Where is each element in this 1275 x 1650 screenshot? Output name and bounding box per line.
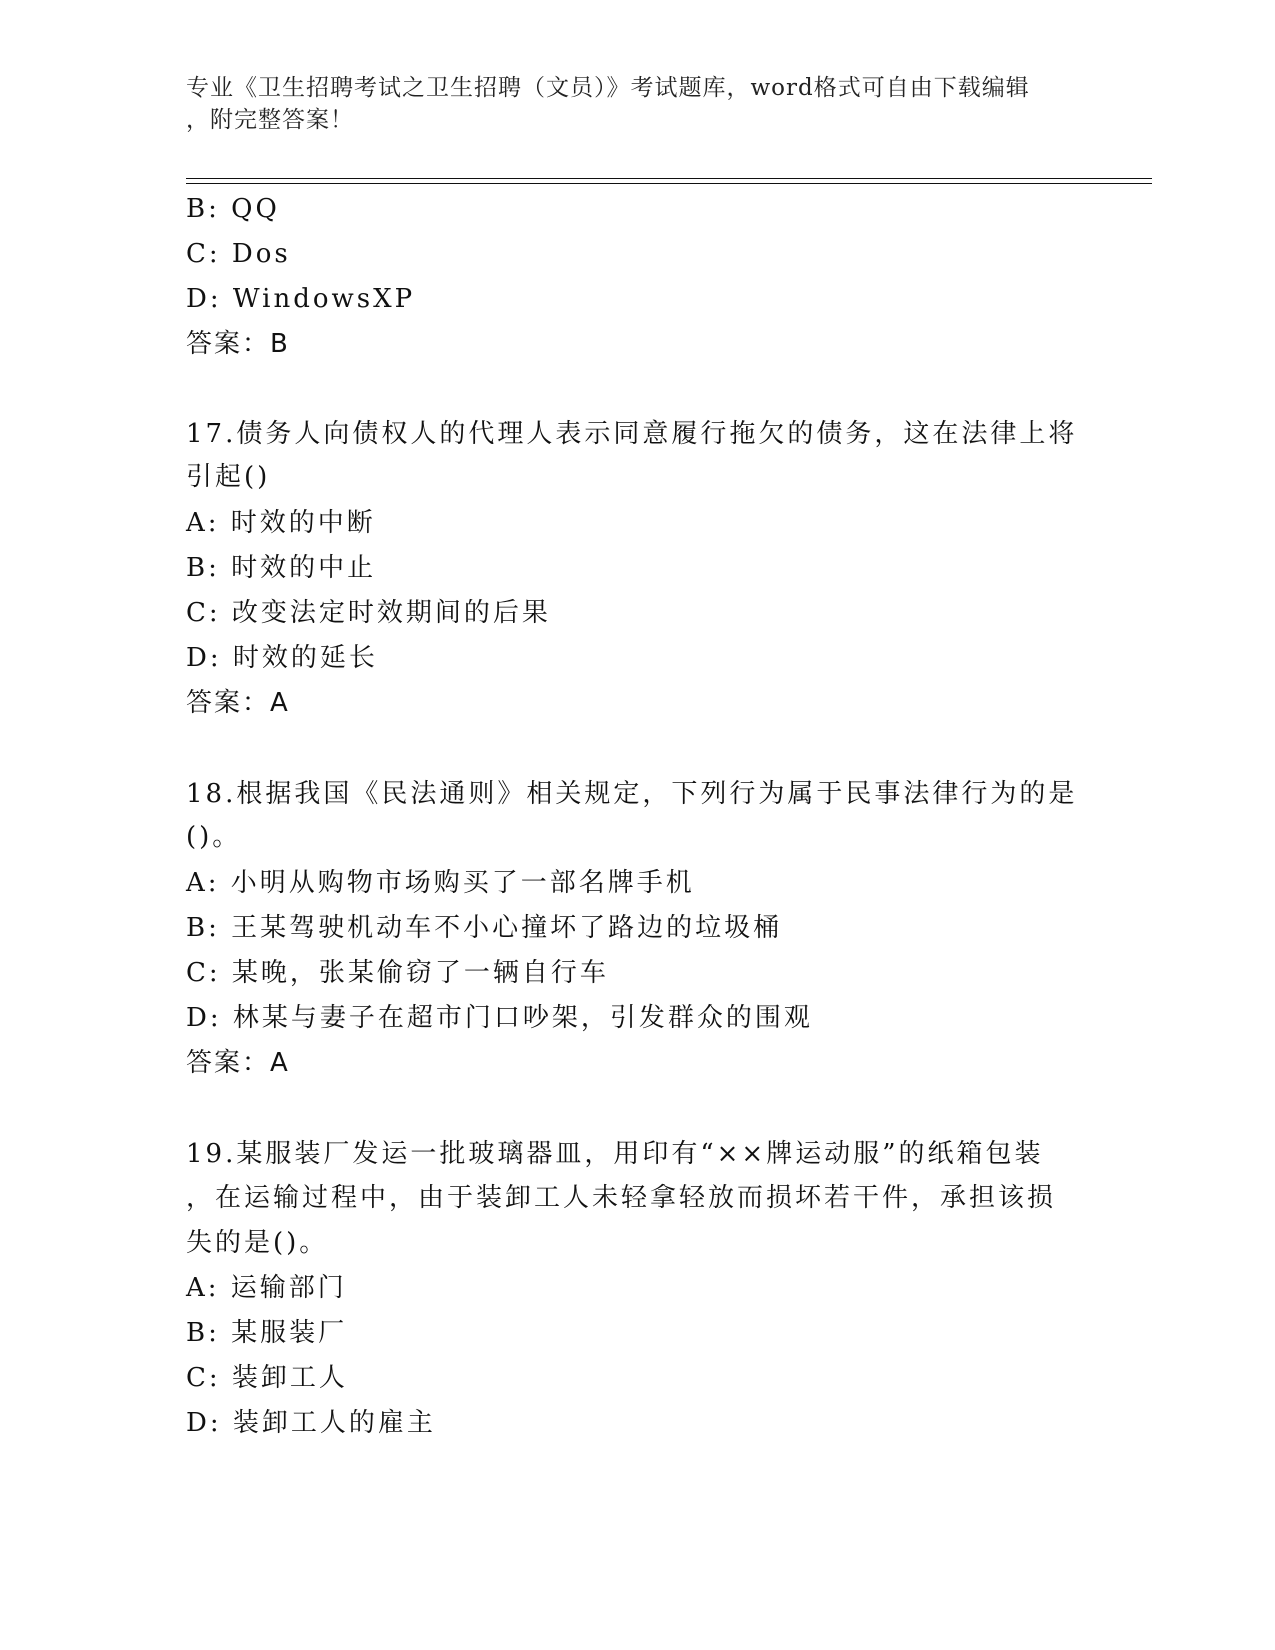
q19-option-c: C: 装卸工人 [186,1363,348,1393]
q19-option-d: D: 装卸工人的雇主 [186,1408,436,1438]
q16-option-b: B: QQ [186,194,280,224]
q17-stem-line-1: 17.债务人向债权人的代理人表示同意履行拖欠的债务，这在法律上将 [186,419,1078,449]
header-line-1: 专业《卫生招聘考试之卫生招聘（文员）》考试题库，word格式可自由下载编辑 [186,75,1030,101]
header-divider-top [186,178,1152,179]
q18-option-d: D: 林某与妻子在超市门口吵架，引发群众的围观 [186,1003,813,1033]
q17-option-a: A: 时效的中断 [186,508,376,538]
q17-option-d: D: 时效的延长 [186,643,378,673]
q19-stem-line-3: 失的是()。 [186,1228,329,1258]
q17-option-b: B: 时效的中止 [186,553,377,583]
q18-option-a: A: 小明从购物市场购买了一部名牌手机 [186,868,695,898]
header-line-2: ，附完整答案！ [186,107,354,133]
q19-option-b: B: 某服装厂 [186,1318,348,1348]
q16-option-c: C: Dos [186,239,291,269]
q17-stem-line-2: 引起() [186,462,271,492]
q19-stem-line-2: ，在运输过程中，由于装卸工人未轻拿轻放而损坏若干件，承担该损 [186,1183,1057,1213]
header-divider-bottom [186,183,1152,184]
q18-stem-line-2: ()。 [186,822,242,852]
q17-answer: 答案：A [186,688,290,718]
q16-option-d: D: WindowsXP [186,284,416,314]
q17-option-c: C: 改变法定时效期间的后果 [186,598,551,628]
q19-stem-line-1: 19.某服装厂发运一批玻璃器皿，用印有“××牌运动服”的纸箱包装 [186,1139,1044,1169]
q16-answer: 答案：B [186,329,290,359]
q18-stem-line-1: 18.根据我国《民法通则》相关规定，下列行为属于民事法律行为的是 [186,779,1078,809]
q18-answer: 答案：A [186,1048,290,1078]
q19-option-a: A: 运输部门 [186,1273,347,1303]
q18-option-c: C: 某晚，张某偷窃了一辆自行车 [186,958,609,988]
document-header [186,72,1066,136]
q18-option-b: B: 王某驾驶机动车不小心撞坏了路边的垃圾桶 [186,913,783,943]
